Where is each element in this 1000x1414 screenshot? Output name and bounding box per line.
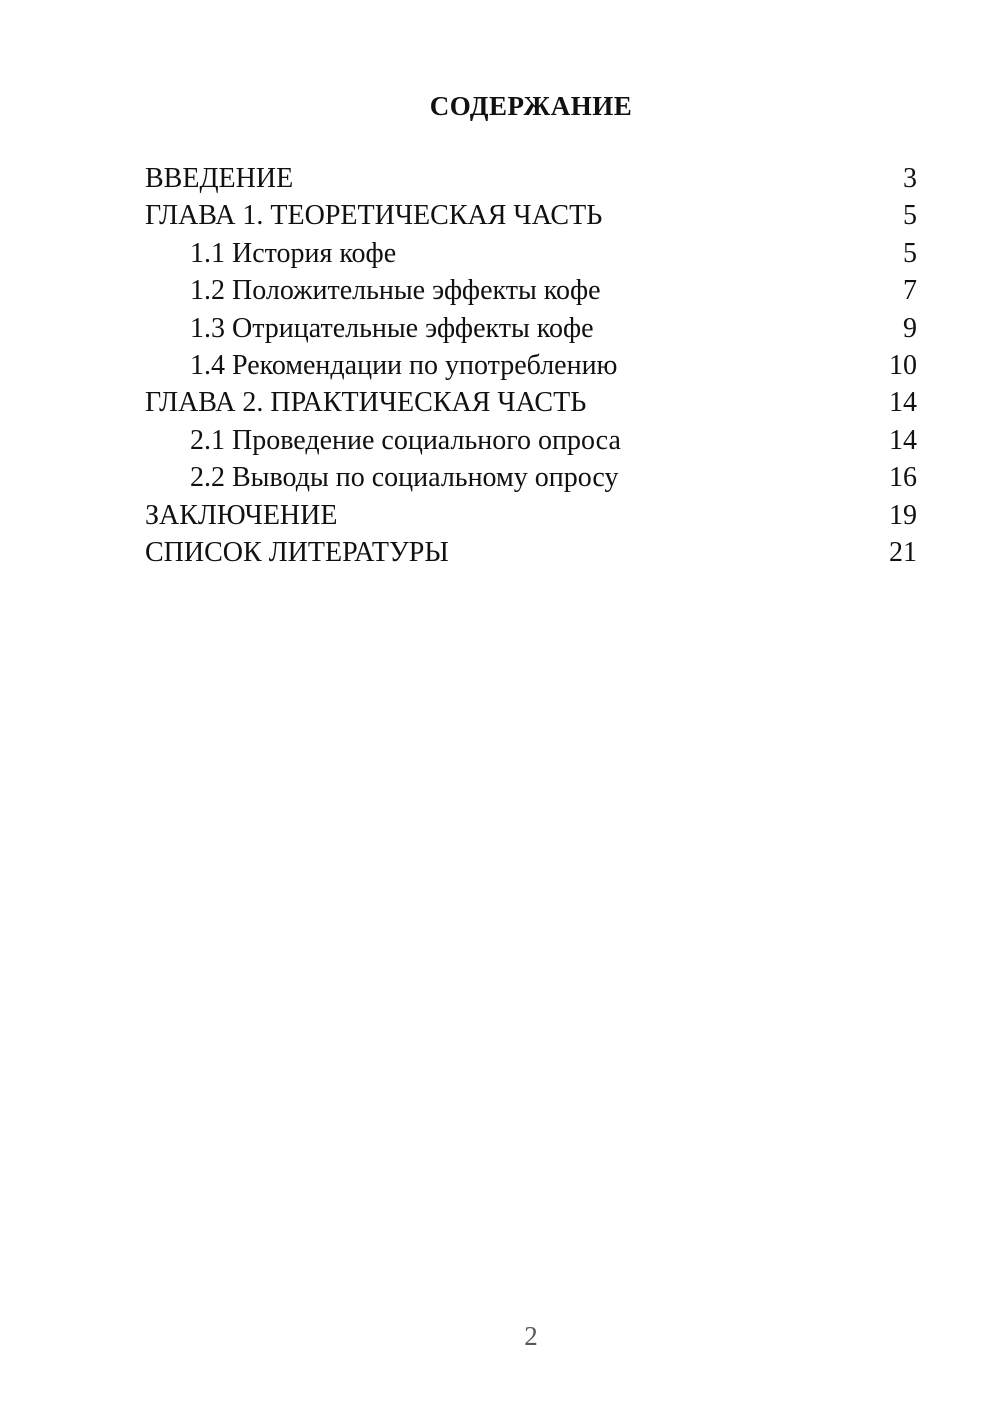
toc-entry-page: 14: [889, 424, 917, 456]
page-number-footer: 2: [524, 1321, 538, 1351]
toc-entry: [145, 272, 917, 309]
toc-entry-label: 2.2 Выводы по социальному опросу: [190, 462, 619, 494]
toc-entry-page: 5: [903, 237, 917, 269]
table-of-contents: [145, 160, 917, 571]
toc-entry-page: 16: [889, 462, 917, 494]
toc-entry-page: 21: [889, 537, 917, 569]
toc-entry: [145, 384, 917, 421]
toc-entry-page: 5: [903, 200, 917, 232]
toc-entry-label: 1.1 История кофе: [190, 237, 397, 269]
toc-entry: [145, 459, 917, 496]
toc-entry: [145, 347, 917, 384]
toc-entry: [145, 310, 917, 347]
toc-entry: [145, 497, 917, 534]
toc-entry: [145, 197, 917, 234]
toc-entry-page: 7: [903, 275, 917, 307]
toc-entry-label: СПИСОК ЛИТЕРАТУРЫ: [145, 537, 449, 569]
toc-entry-label: ВВЕДЕНИЕ: [145, 163, 294, 194]
toc-entry-label: ГЛАВА 2. ПРАКТИЧЕСКАЯ ЧАСТЬ: [145, 387, 587, 419]
toc-entry-page: 3: [903, 163, 917, 194]
toc-entry: [145, 235, 917, 272]
toc-entry: [145, 160, 917, 197]
toc-entry: [145, 422, 917, 459]
toc-entry-label: 2.1 Проведение социального опроса: [190, 424, 621, 456]
page-title: СОДЕРЖАНИЕ: [429, 91, 633, 121]
toc-entry-page: 14: [889, 387, 917, 419]
toc-entry-page: 9: [903, 312, 917, 344]
toc-entry-label: 1.4 Рекомендации по употреблению: [190, 350, 618, 382]
toc-entry-page: 10: [889, 350, 917, 382]
toc-entry-label: 1.2 Положительные эффекты кофе: [190, 275, 601, 307]
toc-entry-page: 19: [889, 499, 917, 531]
toc-entry-label: ГЛАВА 1. ТЕОРЕТИЧЕСКАЯ ЧАСТЬ: [145, 200, 603, 232]
toc-entry-label: ЗАКЛЮЧЕНИЕ: [145, 499, 338, 531]
content-column: [145, 0, 917, 1414]
toc-entry-label: 1.3 Отрицательные эффекты кофе: [190, 312, 594, 344]
toc-entry: [145, 534, 917, 571]
